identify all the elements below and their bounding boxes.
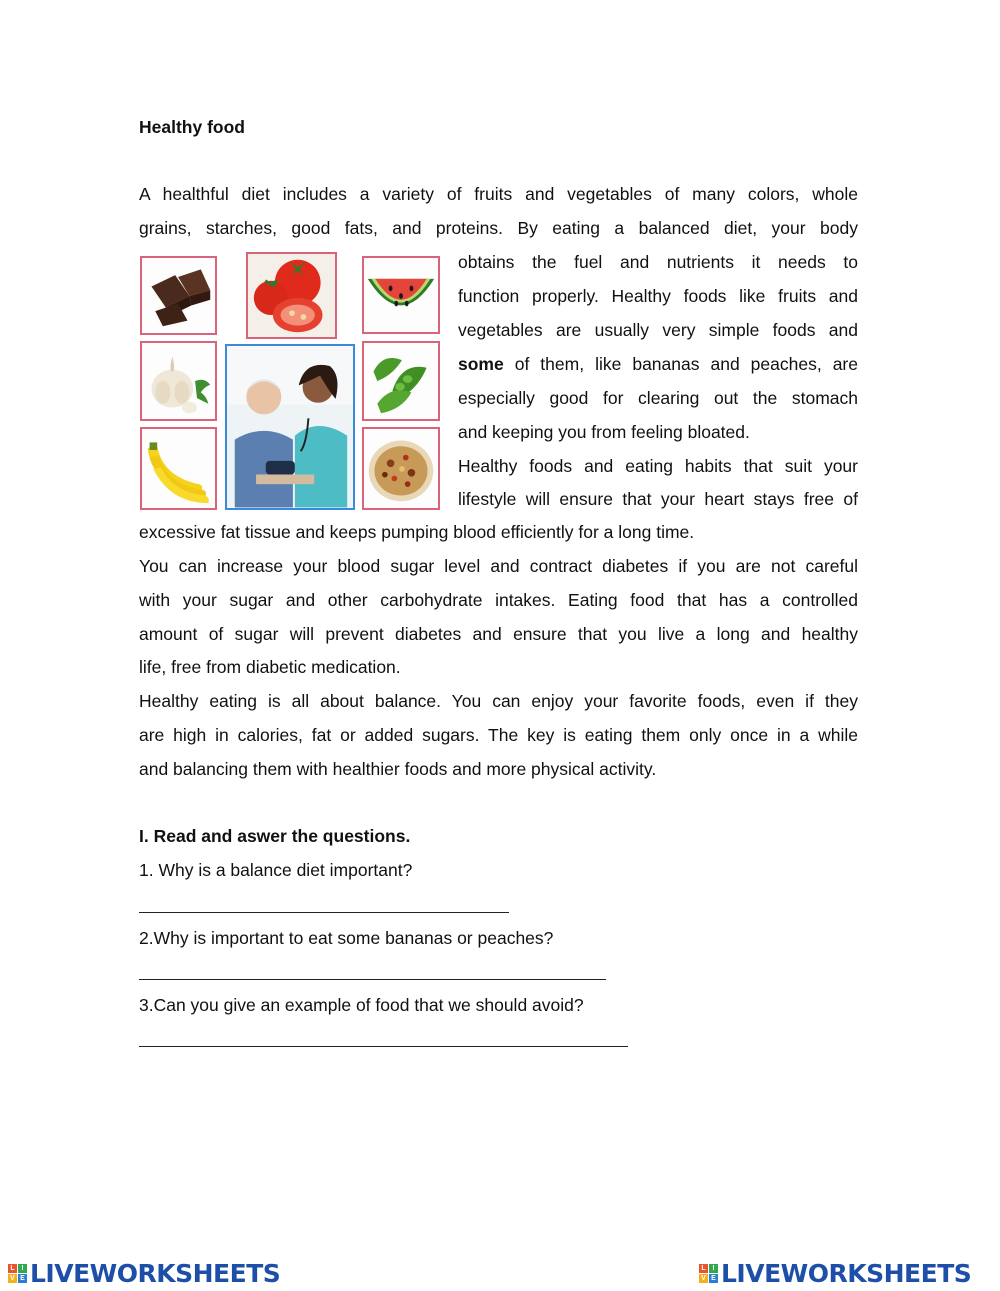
text-line: are high in calories, fat or added sugars. The key is eating them only once in a while [139,725,858,745]
text-line: especially good for clearing out the stomach [458,388,858,408]
tomatoes-image [246,252,337,339]
text-line: Healthy foods and eating habits that suit your [458,456,858,476]
logo-mark-icon [699,1264,718,1283]
chocolate-image [140,256,217,335]
answer-line-2[interactable] [139,979,606,980]
text-line: amount of sugar will prevent diabetes and ensure that you live a long and healthy [139,624,858,644]
text-line: Healthy eating is all about balance. You can enjoy your favorite foods, even if they [139,691,858,711]
text-line: grains, starches, good fats, and proteins. By eating a balanced diet, your body [139,218,858,238]
logo-text: LIVEWORKSHEETS [30,1258,281,1288]
text-line: and balancing them with healthier foods and more physical activity. [139,759,657,779]
bananas-image [140,427,217,510]
page-title: Healthy food [139,117,245,137]
logo-letter: E [709,1274,718,1283]
text-line: life, free from diabetic medication. [139,657,401,677]
text-line: A healthful diet includes a variety of fruits and vegetables of many colors, whole [139,184,858,204]
logo-letter: E [18,1274,27,1283]
garlic-image [140,341,217,421]
text-line: excessive fat tissue and keeps pumping blood efficiently for a long time. [139,522,695,542]
answer-line-1[interactable] [139,912,509,913]
watermelon-image [362,256,440,334]
liveworksheets-logo-right [699,1259,971,1287]
text-line: You can increase your blood sugar level and contract diabetes if you are not careful [139,556,858,576]
bold-word: some [458,354,504,374]
logo-mark-icon [8,1264,27,1283]
text-line: function properly. Healthy foods like fruits and [458,286,858,306]
logo-text: LIVEWORKSHEETS [721,1258,972,1288]
question-1: 1. Why is a balance diet important? [139,860,413,880]
logo-letter: L [8,1264,17,1273]
text-line: vegetables are usually very simple foods and [458,320,858,340]
section-heading: I. Read and aswer the questions. [139,826,411,846]
text-line: obtains the fuel and nutrients it needs to [458,252,858,272]
logo-letter: I [709,1264,718,1273]
logo-letter: V [8,1274,17,1283]
logo-letter: I [18,1264,27,1273]
answer-line-3[interactable] [139,1046,628,1047]
question-2: 2.Why is important to eat some bananas or peaches? [139,928,554,948]
liveworksheets-logo-left [8,1259,280,1287]
logo-letter: L [699,1264,708,1273]
text-line: and keeping you from feeling bloated. [458,422,750,442]
question-3: 3.Can you give an example of food that we should avoid? [139,995,584,1015]
text-line: lifestyle will ensure that your heart stays free of [458,489,858,509]
edamame-image [362,341,440,421]
doctor-patient-image [225,344,355,510]
granola-image [362,427,440,510]
text-fragment: of them, like bananas and peaches, are [503,354,858,374]
text-line: with your sugar and other carbohydrate intakes. Eating food that has a controlled [139,590,858,610]
logo-letter: V [699,1274,708,1283]
text-line [458,354,858,374]
